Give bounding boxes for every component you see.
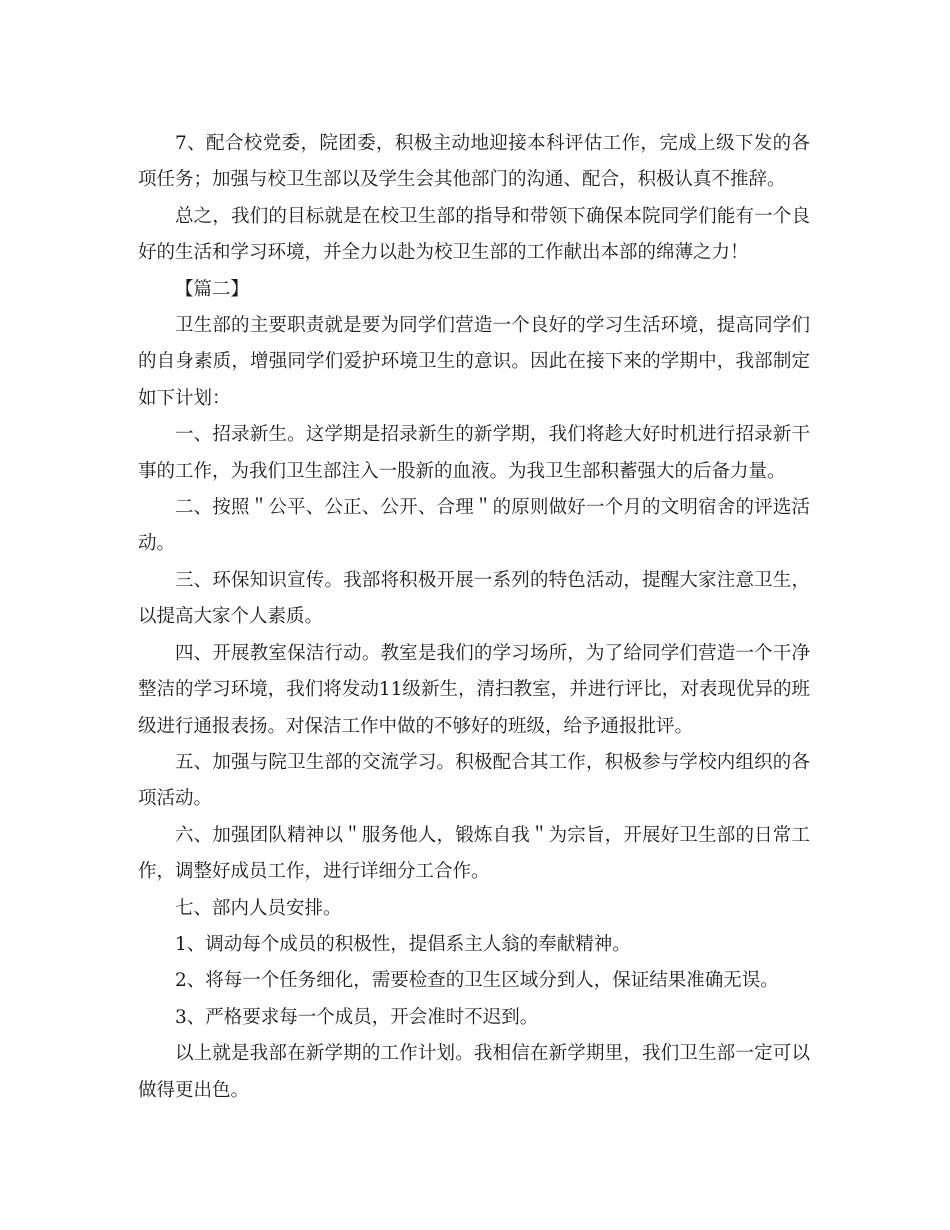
section-heading: 【篇二】 (175, 278, 250, 300)
paragraph-summary: 总之，我们的目标就是在校卫生部的指导和带领下确保本院同学们能有一个良好的生活和学习环境，并全力以赴为校卫生部的工作献出本部的绵薄之力！ (138, 205, 810, 264)
paragraph-plan-5: 五、加强与院卫生部的交流学习。积极配合其工作，积极参与学校内组织的各项活动。 (138, 751, 810, 810)
paragraph-staff-3: 3、严格要求每一个成员，开会准时不迟到。 (175, 1006, 539, 1028)
paragraph-staff-1: 1、调动每个成员的积极性，提倡系主人翁的奉献精神。 (175, 933, 631, 955)
paragraph-plan-6: 六、加强团队精神以＂服务他人，锻炼自我＂为宗旨，开展好卫生部的日常工作，调整好成员工作，进行详细分工合作。 (138, 824, 810, 883)
paragraph-conclusion: 以上就是我部在新学期的工作计划。我相信在新学期里，我们卫生部一定可以做得更出色。 (138, 1043, 810, 1101)
paragraph-staff-2: 2、将每一个任务细化，需要检查的卫生区域分到人，保证结果准确无误。 (175, 970, 779, 992)
paragraph-item-7: 7、配合校党委，院团委，积极主动地迎接本科评估工作，完成上级下发的各项任务；加强与校卫生部以及学生会其他部门的沟通、配合，积极认真不推辞。 (138, 133, 810, 191)
paragraph-plan-7: 七、部内人员安排。 (175, 897, 342, 919)
paragraph-plan-4: 四、开展教室保洁行动。教室是我们的学习场所，为了给同学们营造一个干净整洁的学习环境，我们将发动11级新生，清扫教室，并进行评比，对表现优异的班级进行通报表扬。对保洁工作中做的不够好的班级，给予通报批评。 (138, 642, 810, 737)
paragraph-plan-1: 一、招录新生。这学期是招录新生的新学期，我们将趁大好时机进行招录新干事的工作，为我们卫生部注入一股新的血液。为我卫生部积蓄强大的后备力量。 (138, 424, 810, 482)
paragraph-plan-2: 二、按照＂公平、公正、公开、合理＂的原则做好一个月的文明宿舍的评选活动。 (138, 497, 810, 555)
paragraph-intro: 卫生部的主要职责就是要为同学们营造一个良好的学习生活环境，提高同学们的自身素质，增强同学们爱护环境卫生的意识。因此在接下来的学期中，我部制定如下计划： (138, 315, 810, 409)
paragraph-plan-3: 三、环保知识宣传。我部将积极开展一系列的特色活动，提醒大家注意卫生，以提高大家个人素质。 (138, 569, 810, 628)
document-body (138, 126, 810, 1109)
